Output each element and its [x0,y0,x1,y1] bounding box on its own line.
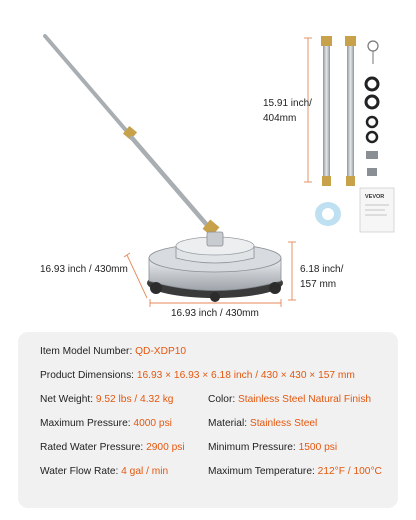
height-line2: 157 mm [300,279,337,290]
width-label: 16.93 inch / 430mm [171,308,259,319]
spec-flow-rate-label: Water Flow Rate: [40,466,122,477]
spec-model [40,346,186,358]
spec-weight-value: 9.52 lbs / 4.32 kg [95,394,174,405]
spec-min-pressure [208,442,337,454]
spec-max-temperature-label: Maximum Temperature: [208,466,318,477]
spec-rated-pressure [40,442,185,454]
spec-max-pressure-label: Maximum Pressure: [40,418,134,429]
manual-booklet [360,188,394,232]
accessory-rings [366,41,378,176]
spec-rated-pressure-label: Rated Water Pressure: [40,442,147,453]
spec-min-pressure-label: Minimum Pressure: [208,442,299,453]
spec-model-value: QD-XDP10 [135,346,187,357]
spec-max-pressure [40,418,172,430]
teflon-tape [315,202,341,226]
spec-flow-rate-value: 4 gal / min [121,466,169,477]
spec-weight [40,394,173,406]
spec-min-pressure-value: 1500 psi [298,442,338,453]
spec-weight-label: Net Weight: [40,394,96,405]
surface-cleaner-body [147,232,283,302]
spec-dimensions-label: Product Dimensions: [40,370,137,381]
height-line1: 6.18 inch/ [300,264,344,275]
spec-dimensions [40,370,355,382]
angled-wand [45,36,219,236]
rod-length-line2: 404mm [263,113,297,124]
depth-label: 16.93 inch / 430mm [40,264,128,275]
spec-flow-rate [40,466,168,478]
manual-brand: VEVOR [365,194,385,200]
spec-max-temperature [208,466,382,478]
rod-length-line1: 15.91 inch/ [263,98,312,109]
spec-material-value: Stainless Steel [249,418,318,429]
spec-material-label: Material: [208,418,250,429]
spec-max-pressure-value: 4000 psi [133,418,172,429]
spec-dimensions-value: 16.93 × 16.93 × 6.18 inch / 430 × 430 × 157 mm [136,370,355,381]
spec-max-temperature-value: 212°F / 100°C [317,466,382,477]
spec-color-value: Stainless Steel Natural Finish [238,394,372,405]
extension-rods [321,36,356,186]
spec-color [208,394,371,406]
height-label [300,264,343,291]
spec-color-label: Color: [208,394,239,405]
specifications-panel [18,332,398,508]
rod-length-label [263,98,312,125]
spec-rated-pressure-value: 2900 psi [146,442,185,453]
spec-material [208,418,317,430]
spec-model-label: Item Model Number: [40,346,136,357]
